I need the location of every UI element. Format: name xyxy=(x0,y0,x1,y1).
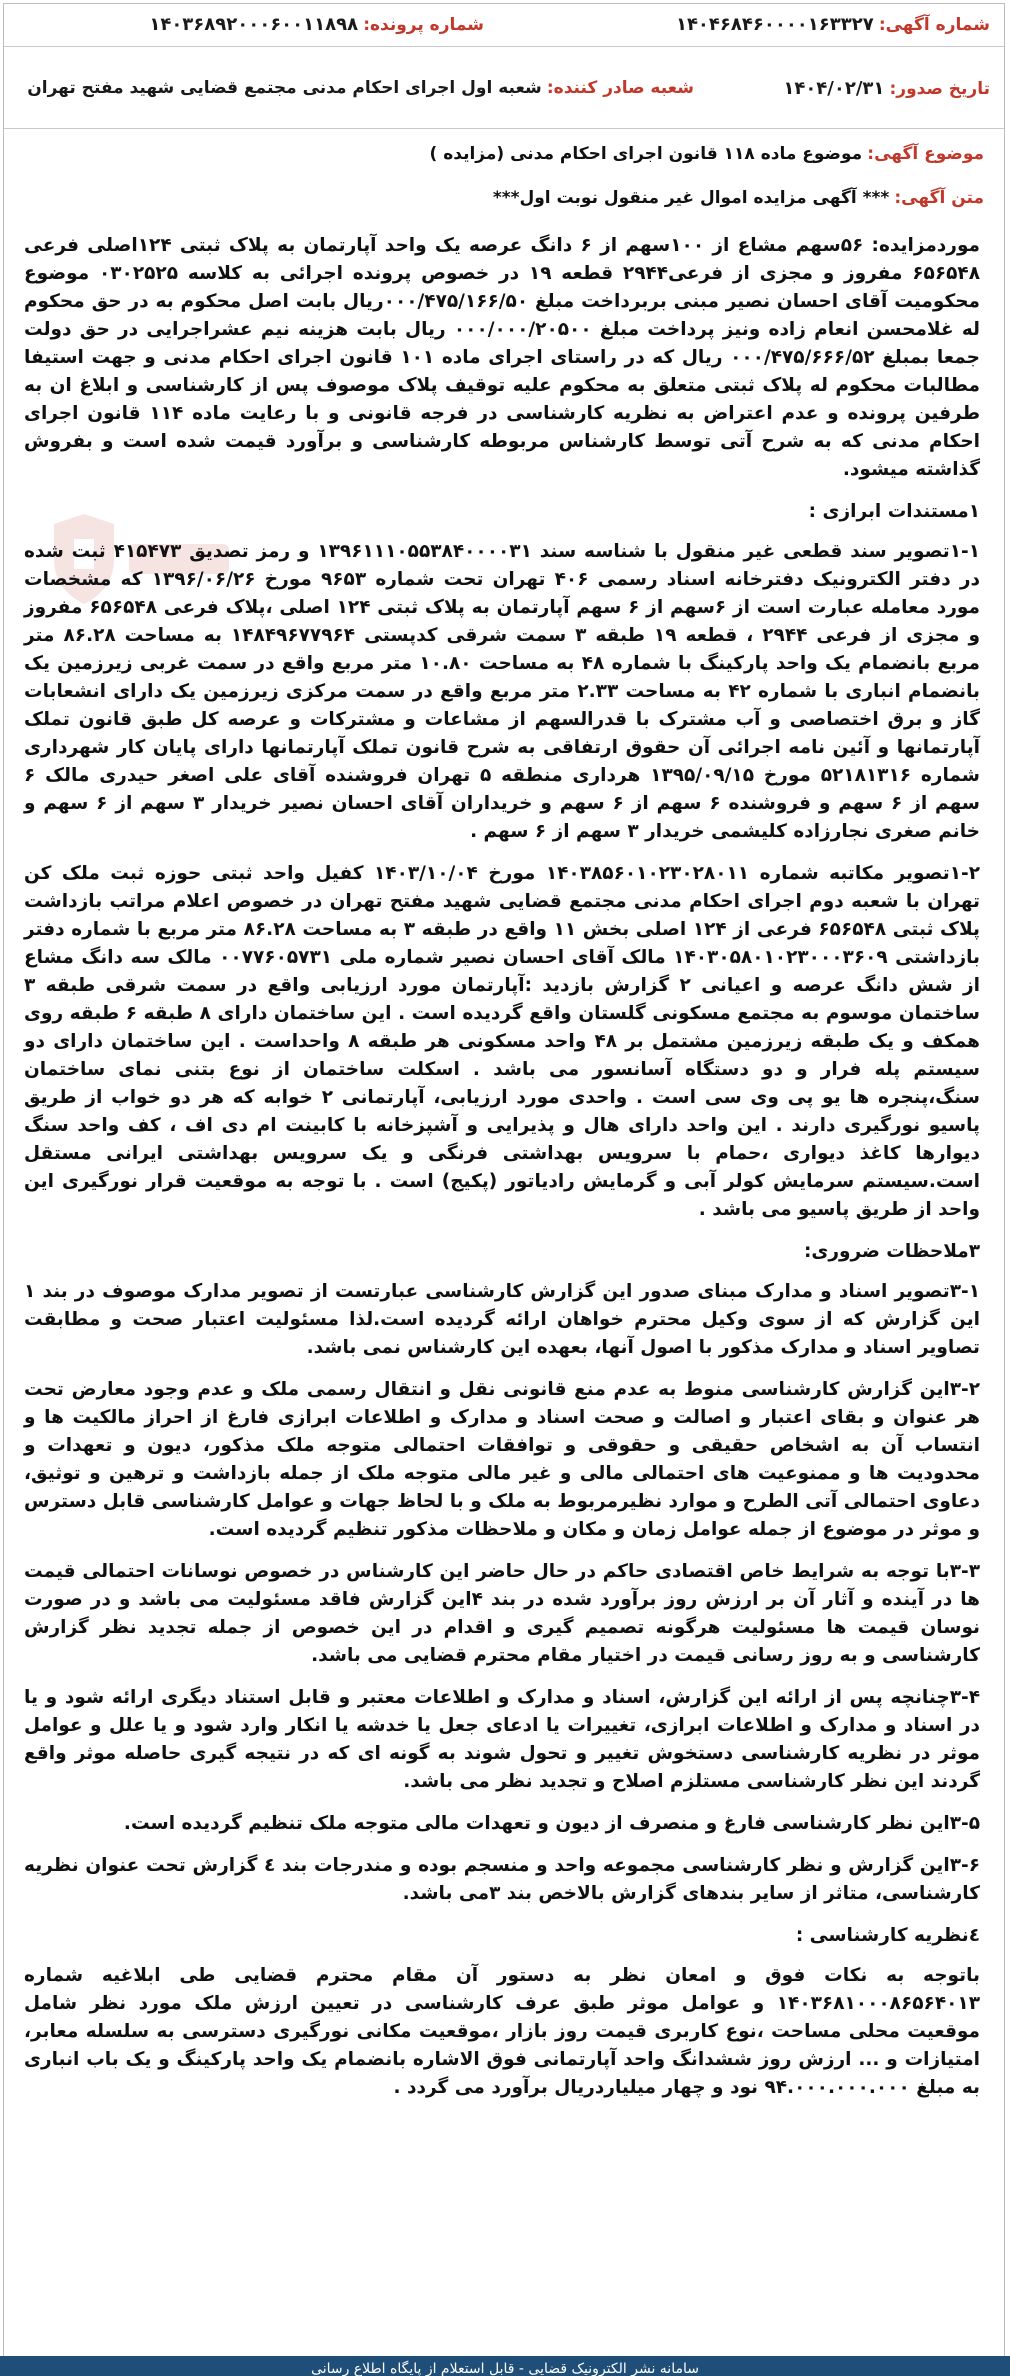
case-number-label: شماره پرونده: xyxy=(363,15,484,35)
subject-label: موضوع آگهی: xyxy=(867,144,984,164)
paragraph-4: باتوجه به نکات فوق و امعان نظر به دستور آن مقام محترم قضایی طی ابلاغیه شماره ۱۴۰۳۶۸۱۰۰۰۸۶۵۶۴۰۱۳ و عوامل موثر طبق عرف کارشناسی در تعیین ارزش ملک مورد نظر شامل موقعیت محلی مساحت ،نوع کاربری قیمت روز بازار ،موقعیت مکانی نورگیری دسترسی به سلسله معابر، امتیازات و ... ارزش روز ششدانگ واحد آپارتمانی فوق الاشاره بانضمام یک واحد پارکینگ و یک باب انباری به مبلغ ۹۴.۰۰۰.۰۰۰.۰۰۰ نود و چهار میلیاردریال برآورد می گردد . xyxy=(24,1965,980,2098)
divider xyxy=(4,46,1004,47)
ad-number-label: شماره آگهی: xyxy=(878,15,990,35)
text-title-label: متن آگهی: xyxy=(894,188,984,208)
ad-number xyxy=(676,14,990,35)
notice-frame xyxy=(3,3,1005,2363)
notice-body xyxy=(24,232,980,2116)
paragraph-1-2: ۱-۲تصویر مکاتبه شماره ۱۴۰۳۸۵۶۰۱۰۲۳۰۲۸۰۱۱ مورخ ۱۴۰۳/۱۰/۰۴ کفیل واحد ثبتی حوزه ثبت ملک کن تهران با شعبه دوم اجرای احکام مدنی مجتمع قضایی شهید مفتح تهران در خصوص اعلام مراتب بازداشت پلاک ثبتی ۶۵۶۵۴۸ فرعی از ۱۲۴ اصلی بخش ۱۱ واقع در طبقه ۳ به مساحت ۸۶.۲۸ متر مربع با شماره دفتر بازداشتی ۱۴۰۳۰۵۸۰۱۰۲۳۰۰۰۳۶۰۹ مالک آقای احسان نصیر شماره ملی ۰۰۷۷۶۰۵۷۳۱ مالک سه دانگ مشاع از شش دانگ عرصه و اعیانی ۲ گزارش بازدید :آپارتمان مورد ارزیابی واقع در سمت شرقی طبقه ۳ ساختمان موسوم به مجتمع مسکونی گلستان واقع گردیده است . این ساختمان دارای ۸ طبقه ۶ طبقه روی همکف و یک طبقه زیرزمین مشتمل بر ۴۸ واحد مسکونی هر طبقه ۸ واحداست . این ساختمان دارای دو سیستم پله فرار و دو دستگاه آسانسور می باشد . اسکلت ساختمان از نوع بتنی نمای ساختمان سنگ،پنجره ها یو پی وی سی است . واحدی مورد ارزیابی، آپارتمانی ۲ خوابه که هر دو خواب از طریق پاسیو نورگیری دارند . این واحد دارای هال و پذیرایی و آشپزخانه با کابینت ام دی اف ، کف واحد سنگ دیوارها کاغذ دیواری ،حمام با سرویس بهداشتی فرنگی و یک سرویس بهداشتی ایرانی مستقل است.سیستم سرمایش کولر آبی و گرمایش رادیاتور (پکیج) است . با توجه به موقعیت قرار نورگیری این واحد از طریق پاسیو می باشد . xyxy=(24,863,980,1220)
paragraph-3-4: ۳-۴چنانچه پس از ارائه این گزارش، اسناد و مدارک و اطلاعات معتبر و قابل استناد دیگری ارائه شود و یا در اسناد و مدارک و اطلاعات ابرازی، تغییرات یا ادعای جعل یا خدشه یا انکار وارد شود و یا علل و عوامل موثر در نظریه کارشناسی دستخوش تغییر و تحول شوند به گونه ای که در نتیجه گیری حاصله موثر واقع گردند این نظر کارشناسی مستلزم اصلاح و تجدید نظر می باشد. xyxy=(24,1687,980,1792)
case-number xyxy=(149,14,484,35)
header-row-issue xyxy=(4,74,1004,118)
subject-value: موضوع ماده ۱۱۸ قانون اجرای احکام مدنی (مزایده ) xyxy=(429,144,863,164)
section-heading-documents: ۱مستندات ابرازی : xyxy=(808,501,980,522)
section-heading-notes: ۳ملاحظات ضروری: xyxy=(803,1241,980,1262)
footer-bar xyxy=(0,2356,1010,2376)
paragraph-1-1: ۱-۱تصویر سند قطعی غیر منقول با شناسه سند ۱۳۹۶۱۱۱۰۵۵۳۸۴۰۰۰۰۳۱ و رمز تصدیق ۴۱۵۴۷۳ ثبت شده در دفتر الکترونیک دفترخانه اسناد رسمی ۴۰۶ تهران تحت شماره ۹۶۵۳ مورخ ۱۳۹۶/۰۶/۲۶ که مشخصات مورد معامله عبارت است از ۶سهم از ۶ سهم آپارتمان به پلاک ثبتی ۱۲۴ اصلی ،پلاک فرعی ۶۵۶۵۴۸ مفروز و مجزی از فرعی ۲۹۴۴ ، قطعه ۱۹ طبقه ۳ سمت شرقی کدپستی ۱۴۸۴۹۶۷۷۹۶۴ به مساحت ۸۶.۲۸ متر مربع بانضمام یک واحد پارکینگ با شماره ۴۸ به مساحت ۱۰.۸۰ متر مربع واقع در سمت غربی زیرزمین یک بانضمام انباری با شماره ۴۲ به مساحت ۲.۳۳ متر مربع واقع در سمت مرکزی زیرزمین یک دارای انشعابات گاز و برق اختصاصی و آب مشترک با قدرالسهم از مشاعات و مشترکات و عرصه کل طبق قانون تملک آپارتمانها و آئین نامه اجرائی آن حقوق ارتفاقی به شرح قانون تملک آپارتمانها دارای پایان کار شهرداری شماره ۵۲۱۸۱۳۱۶ مورخ ۱۳۹۵/۰۹/۱۵ هرداری منطقه ۵ تهران فروشنده آقای علی اصغر حیدری مالک ۶ سهم از ۶ سهم و فروشنده ۶ سهم از ۶ سهم و خریداران آقای احسان نصیر خریدار ۳ سهم از ۶ سهم و خانم صغری نجارزاده کلیشمی خریدار ۳ سهم از ۶ سهم . xyxy=(24,541,981,842)
paragraph-3-2: ۳-۲این گزارش کارشناسی منوط به عدم منع قانونی نقل و انتقال رسمی ملک و عدم وجود معارض تحت هر عنوان و بقای اعتبار و اصالت و صحت اسناد و مدارک و اطلاعات ابرازی فارغ از احراز مالکیت ها و انتساب آن به اشخاص حقیقی و حقوقی و توافقات احتمالی متوجه ملک مذکور، دیون و تعهدات و محدودیت ها و ممنوعیت های احتمالی مالی و غیر مالی متوجه ملک از جمله بازداشت و ترهین و توثیق، دعاوی احتمالی آتی الطرح و موارد نظیرمربوط به ملک و با لحاظ جهات و عوامل کارشناسی قابل دسترس و موثر در موضوع از جمله عوامل زمان و مکان و ملاحظات مذکور تنظیم گردیده است. xyxy=(24,1379,980,1540)
header-row-numbers xyxy=(4,4,1004,48)
paragraph-3-3: ۳-۳با توجه به شرایط خاص اقتصادی حاکم در حال حاضر این کارشناس در خصوص نوسانات احتمالی قیمت ها در آینده و آثار آن بر ارزش روز برآورد شده در بند ۴این گزارش فاقد مسئولیت می باشد و در صورت نوسان قیمت ها مسئولیت هرگونه تصمیم گیری و اقدام در این خصوص از جمله تجدید نظر گزارش کارشناسی و به روز رسانی قیمت در اختیار مقام محترم قضایی می باشد. xyxy=(24,1561,980,1666)
issue-date-value: ۱۴۰۴/۰۲/۳۱ xyxy=(783,78,885,99)
ad-number-value: ۱۴۰۴۶۸۴۶۰۰۰۰۱۶۳۳۲۷ xyxy=(675,14,874,35)
divider xyxy=(4,128,1004,129)
issue-date-label: تاریخ صدور: xyxy=(889,79,990,99)
case-number-value: ۱۴۰۳۶۸۹۲۰۰۰۶۰۰۱۱۸۹۸ xyxy=(149,14,359,35)
issue-date xyxy=(783,78,990,99)
text-title-value: *** آگهی مزایده اموال غیر منقول نوبت اول*** xyxy=(492,188,890,208)
section-heading-expert-opinion: ٤نظریه کارشناسی : xyxy=(795,1925,980,1946)
paragraph-3-5: ۳-۵این نظر کارشناسی فارغ و منصرف از دیون و تعهدات مالی متوجه ملک تنظیم گردیده است. xyxy=(123,1813,980,1834)
subject-line xyxy=(24,144,984,164)
text-title-line xyxy=(24,188,984,208)
issuing-branch xyxy=(27,78,694,98)
paragraph-3-1: ۳-۱تصویر اسناد و مدارک مبنای صدور این گزارش کارشناسی عبارتست از تصویر مدارک موصوف در بند ۱ این گزارش که از سوی وکیل محترم خواهان ارائه گردیده است.لذا مسئولیت اعتبار صحت و مطابقت تصاویر اسناد و مدارک مذکور با اصول آنها، بعهده این کارشناس نمی باشد. xyxy=(24,1281,980,1358)
intro-paragraph: موردمزایده: ۵۶سهم مشاع از ۱۰۰سهم از ۶ دانگ عرصه یک واحد آپارتمان به پلاک ثبتی ۱۲۴اصلی فرعی ۶۵۶۵۴۸ مفروز و مجزی از فرعی۲۹۴۴ قطعه ۱۹ در خصوص پرونده اجرائی به کلاسه ۰۳۰۲۵۲۵ موضوع محکومیت آقای احسان نصیر مبنی بربرداخت مبلغ ۰۰۰/۴۷۵/۱۶۶/۵۰ریال بابت اصل محکوم به در حق محکوم له غلامحسن انعام زاده ونیز پرداخت مبلغ ۰۰۰/۰۰۰/۲۰۵۰۰ ریال بابت هزینه نیم عشراجرایی در حق دولت جمعا بمبلغ ۰۰۰/۴۷۵/۶۶۶/۵۲ ریال که در راستای اجرای ماده ۱۰۱ قانون اجرای احکام مدنی و جهت استیفا مطالبات محکوم له پلاک ثبتی متعلق به محکوم علیه توقیف پلاک موصوف پس از کارشناسی و ابلاغ ان به طرفین پرونده و عدم اعتراض به نظریه کارشناسی در فرجه قانونی و با رعایت ماده ۱۱۴ قانون اجرای احکام مدنی که به شرح آتی توسط کارشناس مربوطه کارشناسی و برآورد قیمت شده است و بفروش گذاشته میشود. xyxy=(24,235,981,480)
paragraph-3-6: ۳-۶این گزارش و نظر کارشناسی مجموعه واحد و منسجم بوده و مندرجات بند ٤ گزارش تحت عنوان نظریه کارشناسی، متاثر از سایر بندهای گزارش بالاخص بند ۳می باشد. xyxy=(24,1855,980,1904)
footer-text: سامانه نشر الکترونیک قضایی - قابل استعلام از پایگاه اطلاع رسانی xyxy=(311,2361,699,2376)
issuing-branch-value: شعبه اول اجرای احکام مدنی مجتمع قضایی شهید مفتح تهران xyxy=(27,78,542,98)
issuing-branch-label: شعبه صادر کننده: xyxy=(546,78,694,98)
